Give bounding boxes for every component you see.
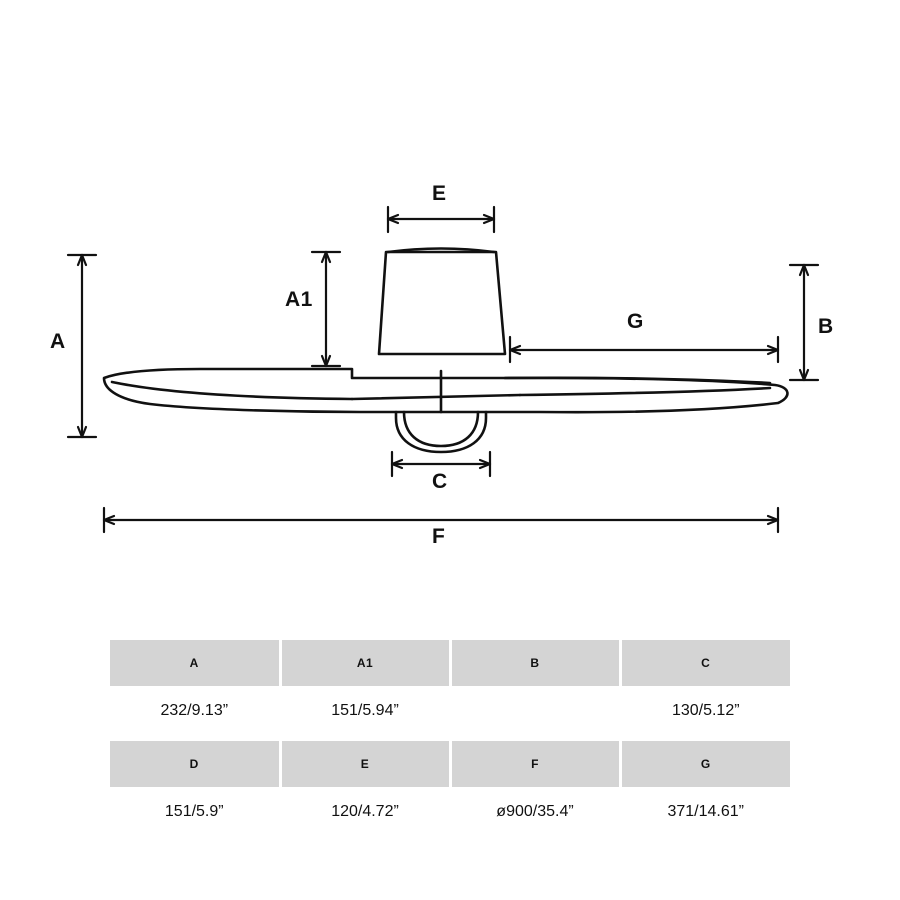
spec-value-cell: 151/5.9” xyxy=(110,787,280,837)
dimension-label-A1: A1 xyxy=(285,288,313,311)
spec-value-row xyxy=(110,787,790,837)
blade-crease-center xyxy=(352,395,520,399)
blade-top-edge-right xyxy=(505,378,770,383)
spec-header-cell: F xyxy=(450,741,620,787)
dimension-label-C: C xyxy=(432,470,448,493)
dimension-G xyxy=(510,337,778,362)
dimension-B xyxy=(790,265,818,380)
spec-value-cell: 151/5.94” xyxy=(280,686,450,736)
dimension-A1 xyxy=(312,252,340,366)
blade-crease-right xyxy=(520,388,770,395)
spec-header-cell: C xyxy=(620,640,790,686)
dimension-label-E: E xyxy=(432,182,447,205)
spec-table-row-1 xyxy=(110,640,790,736)
dimension-label-A: A xyxy=(50,330,66,353)
spec-value-cell: 130/5.12” xyxy=(620,686,790,736)
blade-crease-left xyxy=(112,382,352,399)
spec-header-cell: B xyxy=(450,640,620,686)
spec-header-cell: E xyxy=(280,741,450,787)
dimension-E xyxy=(388,207,494,232)
spec-value-cell: 371/14.61” xyxy=(620,787,790,837)
spec-header-cell: G xyxy=(620,741,790,787)
spec-value-cell: 120/4.72” xyxy=(280,787,450,837)
spec-header-row xyxy=(110,640,790,686)
spec-value-cell: ø900/35.4” xyxy=(450,787,620,837)
spec-value-cell xyxy=(450,686,620,736)
dimension-label-F: F xyxy=(432,525,446,548)
spec-table-row-2 xyxy=(110,741,790,837)
spec-header-cell: A1 xyxy=(280,640,450,686)
dimension-A xyxy=(68,255,96,437)
dimension-label-B: B xyxy=(818,315,834,338)
spec-value-cell: 232/9.13” xyxy=(110,686,280,736)
spec-header-cell: D xyxy=(110,741,280,787)
motor-housing-outline xyxy=(379,252,505,354)
hub-inner xyxy=(404,412,478,446)
spec-header-cell: A xyxy=(110,640,280,686)
specifications xyxy=(110,640,790,837)
spec-value-row xyxy=(110,686,790,736)
dimension-label-G: G xyxy=(627,310,644,333)
spec-header-row xyxy=(110,741,790,787)
